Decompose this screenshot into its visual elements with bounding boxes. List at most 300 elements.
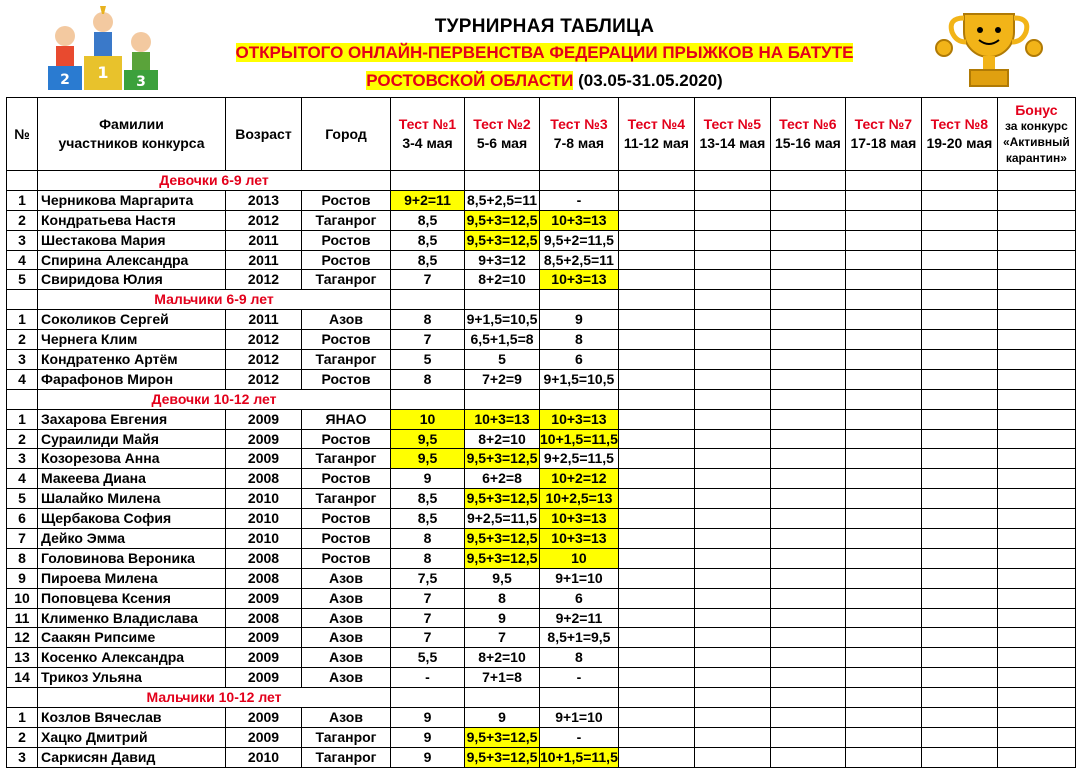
empty-cell xyxy=(770,688,845,708)
city: Ростов xyxy=(302,250,391,270)
group-header-row xyxy=(7,688,1076,708)
birth-year: 2011 xyxy=(226,310,302,330)
empty-score-cell xyxy=(694,727,770,747)
empty-cell xyxy=(694,171,770,191)
row-number: 6 xyxy=(7,509,38,529)
table-row xyxy=(7,190,1076,210)
birth-year: 2009 xyxy=(226,429,302,449)
birth-year: 2010 xyxy=(226,529,302,549)
empty-score-cell xyxy=(618,369,694,389)
empty-score-cell xyxy=(694,350,770,370)
empty-score-cell xyxy=(770,648,845,668)
test3-score: 10+3=13 xyxy=(540,409,619,429)
test3-score: 6 xyxy=(540,350,619,370)
empty-score-cell xyxy=(694,489,770,509)
row-number: 4 xyxy=(7,250,38,270)
test1-score: 9 xyxy=(391,747,465,767)
empty-score-cell xyxy=(845,588,921,608)
empty-score-cell xyxy=(694,310,770,330)
row-number: 1 xyxy=(7,310,38,330)
table-row xyxy=(7,628,1076,648)
birth-year: 2012 xyxy=(226,270,302,290)
bonus-cell xyxy=(997,250,1075,270)
participant-name: Шалайко Милена xyxy=(38,489,226,509)
col-test3-header: Тест №3 7-8 мая xyxy=(540,98,619,171)
birth-year: 2010 xyxy=(226,509,302,529)
empty-score-cell xyxy=(845,409,921,429)
empty-score-cell xyxy=(921,568,997,588)
test1-score: 7 xyxy=(391,608,465,628)
table-row xyxy=(7,568,1076,588)
test2-score: 9 xyxy=(465,608,540,628)
empty-score-cell xyxy=(770,568,845,588)
empty-score-cell xyxy=(618,409,694,429)
empty-score-cell xyxy=(770,548,845,568)
empty-score-cell xyxy=(845,747,921,767)
test3-score: - xyxy=(540,727,619,747)
empty-score-cell xyxy=(618,330,694,350)
empty-score-cell xyxy=(694,648,770,668)
group-title: Мальчики 6-9 лет xyxy=(38,290,391,310)
bonus-cell xyxy=(997,708,1075,728)
test3-score: 9+1,5=10,5 xyxy=(540,369,619,389)
test3-score: 10+3=13 xyxy=(540,210,619,230)
empty-score-cell xyxy=(618,727,694,747)
empty-cell xyxy=(845,688,921,708)
empty-score-cell xyxy=(845,529,921,549)
test1-score: 8,5 xyxy=(391,489,465,509)
empty-score-cell xyxy=(694,449,770,469)
empty-score-cell xyxy=(921,548,997,568)
empty-score-cell xyxy=(921,469,997,489)
test2-score: 5 xyxy=(465,350,540,370)
empty-cell xyxy=(618,171,694,191)
test3-score: 9+2=11 xyxy=(540,608,619,628)
tournament-table xyxy=(6,97,1076,768)
participant-name: Свиридова Юлия xyxy=(38,270,226,290)
test1-score: 7,5 xyxy=(391,568,465,588)
empty-cell xyxy=(997,290,1075,310)
empty-score-cell xyxy=(770,608,845,628)
participant-name: Поповцева Ксения xyxy=(38,588,226,608)
test2-score: 8+2=10 xyxy=(465,429,540,449)
svg-text:1: 1 xyxy=(97,63,109,82)
empty-cell xyxy=(391,688,465,708)
test1-score: 8 xyxy=(391,310,465,330)
empty-cell xyxy=(921,389,997,409)
test1-score: 8 xyxy=(391,529,465,549)
city: Азов xyxy=(302,310,391,330)
empty-score-cell xyxy=(921,310,997,330)
page-title: ТУРНИРНАЯ ТАБЛИЦА xyxy=(434,16,655,37)
table-row xyxy=(7,230,1076,250)
empty-score-cell xyxy=(921,747,997,767)
test1-score: 9+2=11 xyxy=(391,190,465,210)
city: Азов xyxy=(302,568,391,588)
group-title: Девочки 10-12 лет xyxy=(38,389,391,409)
city: Ростов xyxy=(302,230,391,250)
empty-cell xyxy=(845,290,921,310)
empty-score-cell xyxy=(845,727,921,747)
empty-cell xyxy=(465,688,540,708)
test2-score: 8 xyxy=(465,588,540,608)
empty-score-cell xyxy=(845,429,921,449)
table-row xyxy=(7,529,1076,549)
table-row xyxy=(7,330,1076,350)
empty-score-cell xyxy=(694,369,770,389)
bonus-cell xyxy=(997,270,1075,290)
svg-text:2: 2 xyxy=(60,72,70,88)
empty-score-cell xyxy=(921,727,997,747)
empty-score-cell xyxy=(618,350,694,370)
empty-score-cell xyxy=(770,369,845,389)
empty-cell xyxy=(465,389,540,409)
test2-score: 8,5+2,5=11 xyxy=(465,190,540,210)
empty-cell xyxy=(997,171,1075,191)
empty-cell xyxy=(391,290,465,310)
test2-score: 9,5 xyxy=(465,568,540,588)
test2-score: 9,5+3=12,5 xyxy=(465,489,540,509)
empty-score-cell xyxy=(618,628,694,648)
test2-score: 9+3=12 xyxy=(465,250,540,270)
empty-score-cell xyxy=(694,270,770,290)
test2-score: 9,5+3=12,5 xyxy=(465,548,540,568)
empty-score-cell xyxy=(845,369,921,389)
empty-score-cell xyxy=(921,270,997,290)
birth-year: 2009 xyxy=(226,449,302,469)
bonus-cell xyxy=(997,330,1075,350)
birth-year: 2008 xyxy=(226,548,302,568)
empty-score-cell xyxy=(694,588,770,608)
empty-cell xyxy=(465,290,540,310)
empty-score-cell xyxy=(770,588,845,608)
col-bonus-header: Бонус за конкурс «Активный карантин» xyxy=(997,98,1075,171)
test3-score: 10+1,5=11,5 xyxy=(540,747,619,767)
test1-score: 5,5 xyxy=(391,648,465,668)
participant-name: Макеева Диана xyxy=(38,469,226,489)
empty-score-cell xyxy=(770,409,845,429)
table-row xyxy=(7,270,1076,290)
participant-name: Пироева Милена xyxy=(38,568,226,588)
empty-score-cell xyxy=(921,449,997,469)
empty-score-cell xyxy=(694,509,770,529)
col-test6-header: Тест №6 15-16 мая xyxy=(770,98,845,171)
empty-score-cell xyxy=(921,648,997,668)
participant-name: Косенко Александра xyxy=(38,648,226,668)
city: Таганрог xyxy=(302,270,391,290)
row-number: 1 xyxy=(7,409,38,429)
row-number: 2 xyxy=(7,210,38,230)
empty-score-cell xyxy=(694,230,770,250)
empty-cell xyxy=(540,290,619,310)
city: Таганрог xyxy=(302,489,391,509)
col-test7-header: Тест №7 17-18 мая xyxy=(845,98,921,171)
birth-year: 2011 xyxy=(226,230,302,250)
empty-score-cell xyxy=(618,608,694,628)
test2-score: 7+1=8 xyxy=(465,668,540,688)
row-number: 11 xyxy=(7,608,38,628)
empty-score-cell xyxy=(770,429,845,449)
table-row xyxy=(7,250,1076,270)
participant-name: Козорезова Анна xyxy=(38,449,226,469)
test3-score: 10+3=13 xyxy=(540,509,619,529)
row-number: 7 xyxy=(7,529,38,549)
empty-score-cell xyxy=(694,409,770,429)
row-number: 13 xyxy=(7,648,38,668)
empty-score-cell xyxy=(770,310,845,330)
empty-score-cell xyxy=(770,190,845,210)
empty-score-cell xyxy=(921,529,997,549)
city: Таганрог xyxy=(302,350,391,370)
empty-score-cell xyxy=(694,628,770,648)
page-header xyxy=(0,0,1089,98)
empty-score-cell xyxy=(618,568,694,588)
empty-score-cell xyxy=(694,747,770,767)
empty-cell xyxy=(694,688,770,708)
test2-score: 9,5+3=12,5 xyxy=(465,230,540,250)
col-test4-header: Тест №4 11-12 мая xyxy=(618,98,694,171)
table-row xyxy=(7,489,1076,509)
empty-cell xyxy=(845,171,921,191)
test2-score: 7+2=9 xyxy=(465,369,540,389)
empty-cell xyxy=(540,171,619,191)
empty-score-cell xyxy=(770,330,845,350)
col-test5-header: Тест №5 13-14 мая xyxy=(694,98,770,171)
empty-score-cell xyxy=(845,190,921,210)
bonus-cell xyxy=(997,310,1075,330)
empty-score-cell xyxy=(845,608,921,628)
empty-cell xyxy=(540,389,619,409)
group-title: Мальчики 10-12 лет xyxy=(38,688,391,708)
empty-score-cell xyxy=(770,727,845,747)
city: Ростов xyxy=(302,529,391,549)
bonus-cell xyxy=(997,429,1075,449)
page-subtitle-line1: ОТКРЫТОГО ОНЛАЙН-ПЕРВЕНСТВА ФЕДЕРАЦИИ ПРЫЖКОВ НА БАТУТЕ xyxy=(235,43,854,62)
birth-year: 2008 xyxy=(226,568,302,588)
empty-score-cell xyxy=(618,509,694,529)
group-title: Девочки 6-9 лет xyxy=(38,171,391,191)
table-row xyxy=(7,429,1076,449)
test1-score: 8 xyxy=(391,548,465,568)
city: Таганрог xyxy=(302,727,391,747)
birth-year: 2010 xyxy=(226,489,302,509)
empty-score-cell xyxy=(921,369,997,389)
table-row xyxy=(7,509,1076,529)
birth-year: 2009 xyxy=(226,588,302,608)
group-empty-cell xyxy=(7,290,38,310)
table-row xyxy=(7,350,1076,370)
empty-score-cell xyxy=(694,469,770,489)
test1-score: 7 xyxy=(391,270,465,290)
test2-score: 6,5+1,5=8 xyxy=(465,330,540,350)
empty-score-cell xyxy=(770,270,845,290)
test1-score: 8,5 xyxy=(391,250,465,270)
participant-name: Дейко Эмма xyxy=(38,529,226,549)
bonus-cell xyxy=(997,588,1075,608)
test1-score: 9 xyxy=(391,469,465,489)
empty-score-cell xyxy=(921,210,997,230)
birth-year: 2009 xyxy=(226,668,302,688)
bonus-cell xyxy=(997,727,1075,747)
test3-score: 9+1=10 xyxy=(540,568,619,588)
row-number: 4 xyxy=(7,469,38,489)
table-row xyxy=(7,548,1076,568)
row-number: 5 xyxy=(7,270,38,290)
bonus-cell xyxy=(997,648,1075,668)
city: Ростов xyxy=(302,330,391,350)
empty-cell xyxy=(618,389,694,409)
test3-score: 9+1=10 xyxy=(540,708,619,728)
empty-score-cell xyxy=(694,548,770,568)
table-row xyxy=(7,668,1076,688)
svg-text:3: 3 xyxy=(136,74,146,90)
test3-score: 10+2=12 xyxy=(540,469,619,489)
empty-score-cell xyxy=(694,210,770,230)
col-num-header: № xyxy=(7,98,38,171)
empty-cell xyxy=(845,389,921,409)
empty-score-cell xyxy=(618,548,694,568)
test3-score: 9 xyxy=(540,310,619,330)
empty-cell xyxy=(997,389,1075,409)
empty-score-cell xyxy=(921,489,997,509)
empty-score-cell xyxy=(845,230,921,250)
empty-score-cell xyxy=(845,509,921,529)
participant-name: Трикоз Ульяна xyxy=(38,668,226,688)
row-number: 3 xyxy=(7,449,38,469)
bonus-cell xyxy=(997,489,1075,509)
empty-cell xyxy=(770,389,845,409)
empty-score-cell xyxy=(770,628,845,648)
test2-score: 9,5+3=12,5 xyxy=(465,529,540,549)
empty-score-cell xyxy=(770,250,845,270)
table-row xyxy=(7,310,1076,330)
empty-score-cell xyxy=(770,350,845,370)
bonus-cell xyxy=(997,608,1075,628)
test3-score: 8,5+1=9,5 xyxy=(540,628,619,648)
empty-score-cell xyxy=(618,250,694,270)
test1-score: 7 xyxy=(391,588,465,608)
table-row xyxy=(7,747,1076,767)
row-number: 9 xyxy=(7,568,38,588)
bonus-cell xyxy=(997,568,1075,588)
participant-name: Фарафонов Мирон xyxy=(38,369,226,389)
test1-score: 9 xyxy=(391,708,465,728)
test1-score: 8,5 xyxy=(391,509,465,529)
empty-score-cell xyxy=(694,330,770,350)
empty-score-cell xyxy=(618,310,694,330)
empty-score-cell xyxy=(845,628,921,648)
city: Азов xyxy=(302,648,391,668)
test3-score: 10+3=13 xyxy=(540,529,619,549)
empty-score-cell xyxy=(921,429,997,449)
row-number: 2 xyxy=(7,330,38,350)
participant-name: Саакян Рипсиме xyxy=(38,628,226,648)
empty-score-cell xyxy=(770,230,845,250)
empty-score-cell xyxy=(770,708,845,728)
empty-score-cell xyxy=(770,449,845,469)
participant-name: Кондратьева Настя xyxy=(38,210,226,230)
bonus-cell xyxy=(997,529,1075,549)
empty-score-cell xyxy=(694,529,770,549)
test1-score: 8 xyxy=(391,369,465,389)
test1-score: 8,5 xyxy=(391,210,465,230)
empty-score-cell xyxy=(618,429,694,449)
empty-score-cell xyxy=(845,548,921,568)
participant-name: Сураилиди Майя xyxy=(38,429,226,449)
empty-score-cell xyxy=(618,529,694,549)
col-test1-header: Тест №1 3-4 мая xyxy=(391,98,465,171)
table-row xyxy=(7,708,1076,728)
empty-score-cell xyxy=(845,270,921,290)
empty-cell xyxy=(770,171,845,191)
bonus-cell xyxy=(997,369,1075,389)
test3-score: 10+1,5=11,5 xyxy=(540,429,619,449)
birth-year: 2012 xyxy=(226,330,302,350)
birth-year: 2009 xyxy=(226,648,302,668)
empty-score-cell xyxy=(618,648,694,668)
birth-year: 2012 xyxy=(226,350,302,370)
row-number: 3 xyxy=(7,230,38,250)
empty-cell xyxy=(391,171,465,191)
test3-score: 6 xyxy=(540,588,619,608)
city: Таганрог xyxy=(302,210,391,230)
empty-score-cell xyxy=(921,250,997,270)
participant-name: Захарова Евгения xyxy=(38,409,226,429)
empty-score-cell xyxy=(845,489,921,509)
test3-score: 10+3=13 xyxy=(540,270,619,290)
empty-cell xyxy=(694,389,770,409)
participant-name: Хацко Дмитрий xyxy=(38,727,226,747)
table-row xyxy=(7,727,1076,747)
empty-score-cell xyxy=(694,250,770,270)
city: Азов xyxy=(302,588,391,608)
bonus-cell xyxy=(997,230,1075,250)
table-row xyxy=(7,409,1076,429)
empty-score-cell xyxy=(921,190,997,210)
empty-score-cell xyxy=(921,608,997,628)
table-row xyxy=(7,449,1076,469)
bonus-cell xyxy=(997,210,1075,230)
empty-cell xyxy=(540,688,619,708)
empty-score-cell xyxy=(618,747,694,767)
empty-cell xyxy=(694,290,770,310)
empty-score-cell xyxy=(921,668,997,688)
empty-score-cell xyxy=(770,489,845,509)
bonus-cell xyxy=(997,548,1075,568)
birth-year: 2013 xyxy=(226,190,302,210)
test1-score: 7 xyxy=(391,628,465,648)
test3-score: 8 xyxy=(540,648,619,668)
competition-dates: (03.05-31.05.2020) xyxy=(578,71,723,90)
empty-score-cell xyxy=(618,489,694,509)
group-header-row xyxy=(7,171,1076,191)
bonus-cell xyxy=(997,409,1075,429)
bonus-cell xyxy=(997,449,1075,469)
city: Таганрог xyxy=(302,449,391,469)
city: Ростов xyxy=(302,469,391,489)
test1-score: - xyxy=(391,668,465,688)
participant-name: Саркисян Давид xyxy=(38,747,226,767)
city: Азов xyxy=(302,628,391,648)
test2-score: 9,5+3=12,5 xyxy=(465,449,540,469)
test2-score: 8+2=10 xyxy=(465,270,540,290)
empty-score-cell xyxy=(618,270,694,290)
table-body xyxy=(7,171,1076,768)
city: Ростов xyxy=(302,369,391,389)
col-test2-header: Тест №2 5-6 мая xyxy=(465,98,540,171)
group-empty-cell xyxy=(7,688,38,708)
birth-year: 2011 xyxy=(226,250,302,270)
